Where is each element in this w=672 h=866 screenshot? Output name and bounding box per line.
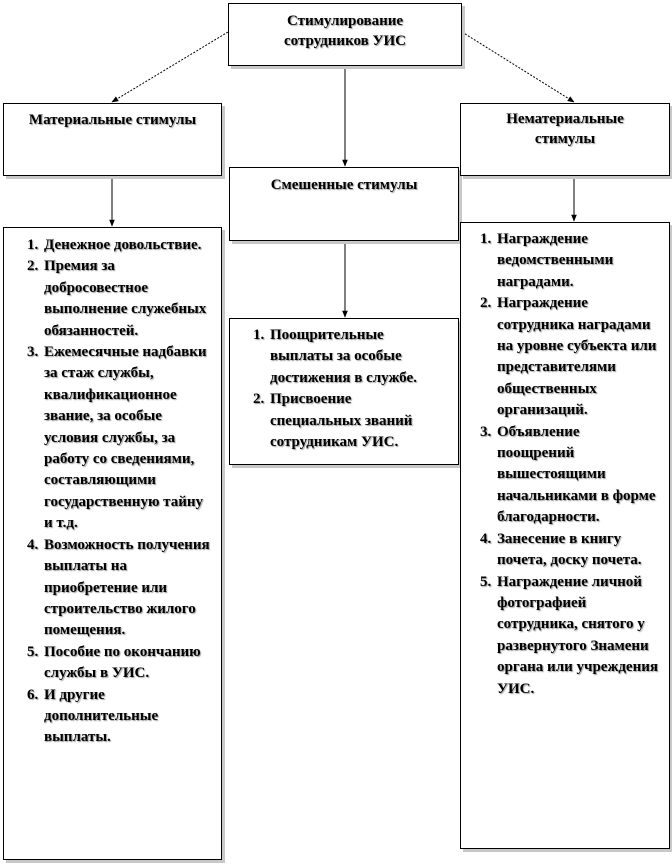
material-list [4, 235, 221, 749]
material-header [3, 103, 222, 176]
mixed-list [230, 325, 458, 453]
mixed-title: Смешенные стимулы [270, 177, 418, 193]
mixed-list-box [229, 318, 459, 465]
list-item: 5. Пособие по окончанию службы в УИС. [42, 642, 213, 685]
arrow-root-to-material [112, 32, 228, 102]
nonmaterial-title: Нематериальные стимулы [506, 111, 624, 147]
arrow-root-to-nonmaterial [462, 32, 574, 102]
list-item: 2. Награждение сотрудника наградами на уровне субъекта или представителями общественных организаций. [495, 293, 659, 421]
list-item: 2. Премия за добросовестное выполнение служебных обязанностей. [42, 256, 213, 342]
list-item: 6. И другие дополнительные выплаты. [42, 685, 213, 749]
material-title: Материальные стимулы [28, 112, 197, 128]
list-item: 2. Присвоение специальных званий сотрудникам УИС. [268, 389, 446, 453]
root-node [228, 3, 462, 66]
nonmaterial-list [461, 229, 669, 700]
nonmaterial-header [460, 103, 670, 176]
list-item: 1. Денежное довольствие. [42, 235, 213, 256]
list-item: 5. Награждение личной фотографией сотрудника, снятого у развернутого Знамени органа или учреждения УИС. [495, 572, 659, 700]
list-item: 1. Поощрительные выплаты за особые достижения в службе. [268, 325, 446, 389]
list-item: 3. Ежемесячные надбавки за стаж службы, квалификационное звание, за особые условия службы, за работу со сведениями, составляющими государственную тайну и т.д. [42, 342, 213, 535]
list-item: 3. Объявление поощрений вышестоящими начальниками в форме благодарности. [495, 422, 659, 529]
mixed-header [229, 167, 459, 241]
material-list-box [3, 227, 222, 860]
list-item: 4. Возможность получения выплаты на приобретение или строительство жилого помещения. [42, 535, 213, 642]
nonmaterial-list-box [460, 222, 670, 849]
root-title: Стимулирование сотрудников УИС [283, 13, 406, 49]
list-item: 1. Награждение ведомственными наградами. [495, 229, 659, 293]
list-item: 4. Занесение в книгу почета, доску почета. [495, 529, 659, 572]
